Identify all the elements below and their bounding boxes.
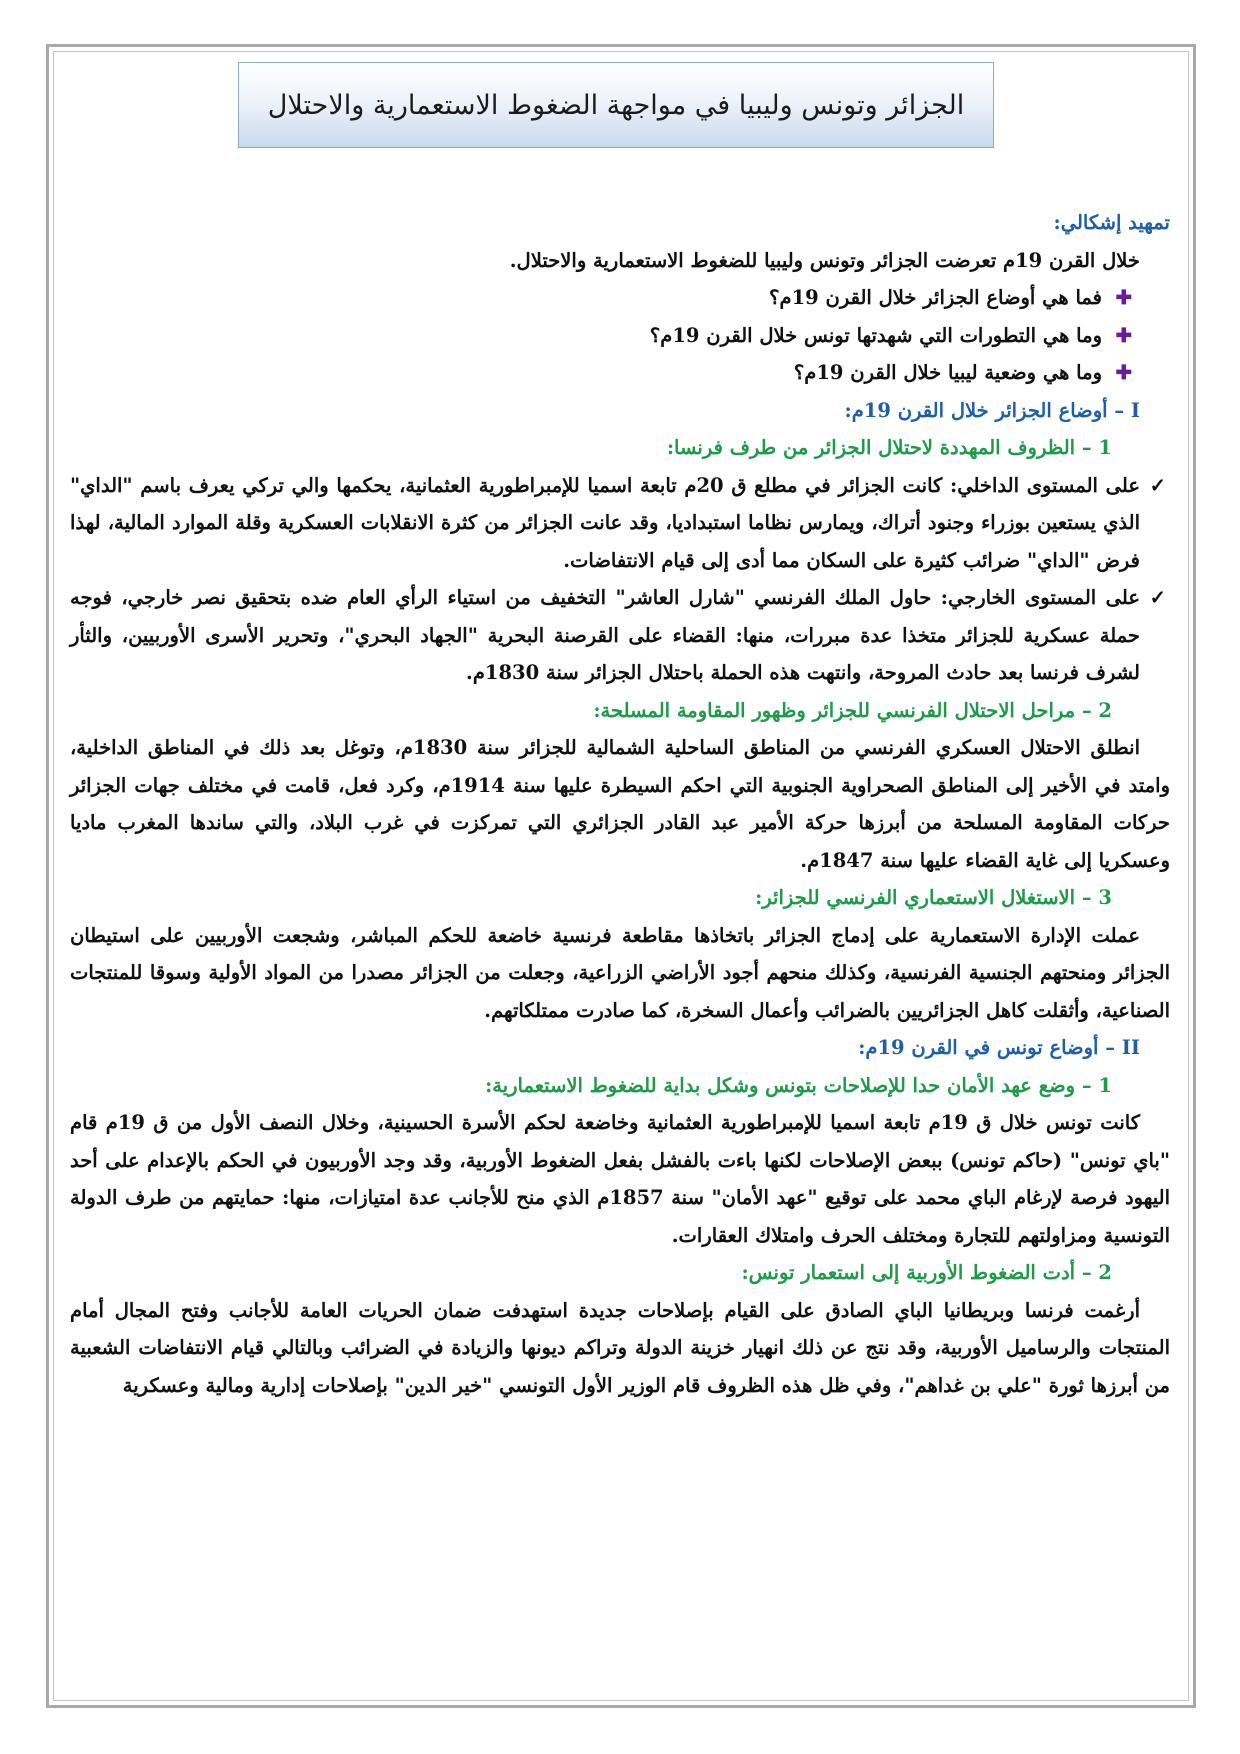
paragraph: انطلق الاحتلال العسكري الفرنسي من المناطق الساحلية الشمالية للجزائر سنة 1830م، وتوغل بعد ذلك في المناطق الداخلية، وامتد في الأخير إلى المناطق الصحراوية الجنوبية التي احكم السيطرة عليها سنة 1914م، وكرد فعل، قامت في مختلف جهات الجزائر حركات المقاومة المسلحة من أبرزها حركة الأمير عبد القادر الجزائري التي تمركزت في غرب البلاد، والتي ساندها المغرب ماديا وعسكريا إلى غاية القضاء عليها سنة 1847م. [70,736,1170,872]
question-item [70,317,1170,355]
paragraph-text: على المستوى الداخلي: كانت الجزائر في مطلع ق 20م تابعة اسميا للإمبراطورية العثمانية، يحكمها والي تركي يعرف باسم "الداي" الذي يستعين بوزراء وجنود أتراك، ويمارس نظاما استبداديا، وقد عانت الجزائر من كثرة الانقلابات العسكرية وقلة الموارد المالية، لهذا فرض "الداي" ضرائب كثيرة على السكان مما أدى إلى قيام الانتفاضات. [70,473,1141,572]
plus-bullet-icon: ✚ [1115,361,1132,384]
paragraph: عملت الإدارة الاستعمارية على إدماج الجزائر باتخاذها مقاطعة فرنسية خاضعة للحكم المباشر، وشجعت الأوربيين على استيطان الجزائر ومنحتهم الجنسية الفرنسية، وكذلك منحهم أجود الأراضي الزراعية، وجعلت من الجزائر مصدرا من المواد الأولية وسوقا للمنتجات الصناعية، وأثقلت كاهل الجزائريين بالضرائب وأعمال السخرة، كما صادرت ممتلكاتهم. [70,923,1170,1022]
title-box [238,62,994,148]
question-item [70,354,1170,392]
intro-lead: خلال القرن 19م تعرضت الجزائر وتونس وليبيا للضغوط الاستعمارية والاحتلال. [509,248,1140,272]
checkmark-icon: ✓ [1149,586,1166,609]
checkmark-icon: ✓ [1149,473,1166,497]
checklist-item-internal [70,467,1170,580]
section-heading-algeria: I – أوضاع الجزائر خلال القرن 19م: [844,398,1140,422]
intro-label: تمهيد إشكالي: [1053,211,1170,234]
checklist-item-external [70,579,1170,692]
section-heading-tunisia: II – أوضاع تونس في القرن 19م: [858,1036,1140,1059]
question-item [70,279,1170,317]
paragraph-text: على المستوى الخارجي: حاول الملك الفرنسي "شارل العاشر" التخفيف من استياء الرأي العام ضده بتحقيق نصر خارجي، فوجه حملة عسكرية للجزائر متخذا عدة مبررات، منها: القضاء على القرصنة البحرية "الجهاد البحري"، وتحرير الأسرى الأوربيين، والثأر لشرف فرنسا بعد حادث المروحة، وانتهت هذه الحملة باحتلال الجزائر سنة 1830م. [70,586,1140,684]
subsection-heading: 3 – الاستغلال الاستعماري الفرنسي للجزائر: [755,886,1112,909]
subsection-heading: 1 – وضع عهد الأمان حدا للإصلاحات بتونس وشكل بداية للضغوط الاستعمارية: [485,1073,1112,1097]
question-text: فما هي أوضاع الجزائر خلال القرن 19م؟ [769,286,1102,309]
subsection-heading: 1 – الظروف المهددة لاحتلال الجزائر من طرف فرنسا: [666,436,1112,459]
plus-bullet-icon: ✚ [1115,323,1132,347]
paragraph: كانت تونس خلال ق 19م تابعة اسميا للإمبراطورية العثمانية وخاضعة لحكم الأسرة الحسينية، وخلال النصف الأول من ق 19م قام "باي تونس" (حاكم تونس) ببعض الإصلاحات لكنها باءت بالفشل بفعل الضغوط الأوربية، وقد وجد الأوربيون في الحكم بالإعدام على أحد اليهود فرصة لإرغام الباي محمد على توقيع "عهد الأمان" سنة 1857م الذي منح للأجانب عدة امتيازات، منها: حمايتهم من طرف الدولة التونسية ومزاولتهم للتجارة ومختلف الحرف وامتلاك العقارات. [70,1111,1170,1247]
question-text: وما هي وضعية ليبيا خلال القرن 19م؟ [793,361,1102,384]
plus-bullet-icon: ✚ [1115,286,1132,309]
paragraph: أرغمت فرنسا وبريطانيا الباي الصادق على القيام بإصلاحات جديدة استهدفت ضمان الحريات العامة للأجانب وفتح المجال أمام المنتجات والرساميل الأوربية، وقد نتج عن ذلك انهيار خزينة الدولة وتراكم ديونها والزيادة في الضرائب وبالتالي قيام الانتفاضات الشعبية من أبرزها ثورة "علي بن غداهم"، وفي ظل هذه الظروف قام الوزير الأول التونسي "خير الدين" بإصلاحات إدارية ومالية وعسكرية [70,1298,1170,1397]
page-title: الجزائر وتونس وليبيا في مواجهة الضغوط الاستعمارية والاحتلال [267,89,965,121]
subsection-heading: 2 – أدت الضغوط الأوربية إلى استعمار تونس: [741,1261,1112,1284]
subsection-heading: 2 – مراحل الاحتلال الفرنسي للجزائر وظهور المقاومة المسلحة: [593,698,1112,722]
document-body [70,204,1170,1404]
question-text: وما هي التطورات التي شهدتها تونس خلال القرن 19م؟ [649,323,1102,347]
